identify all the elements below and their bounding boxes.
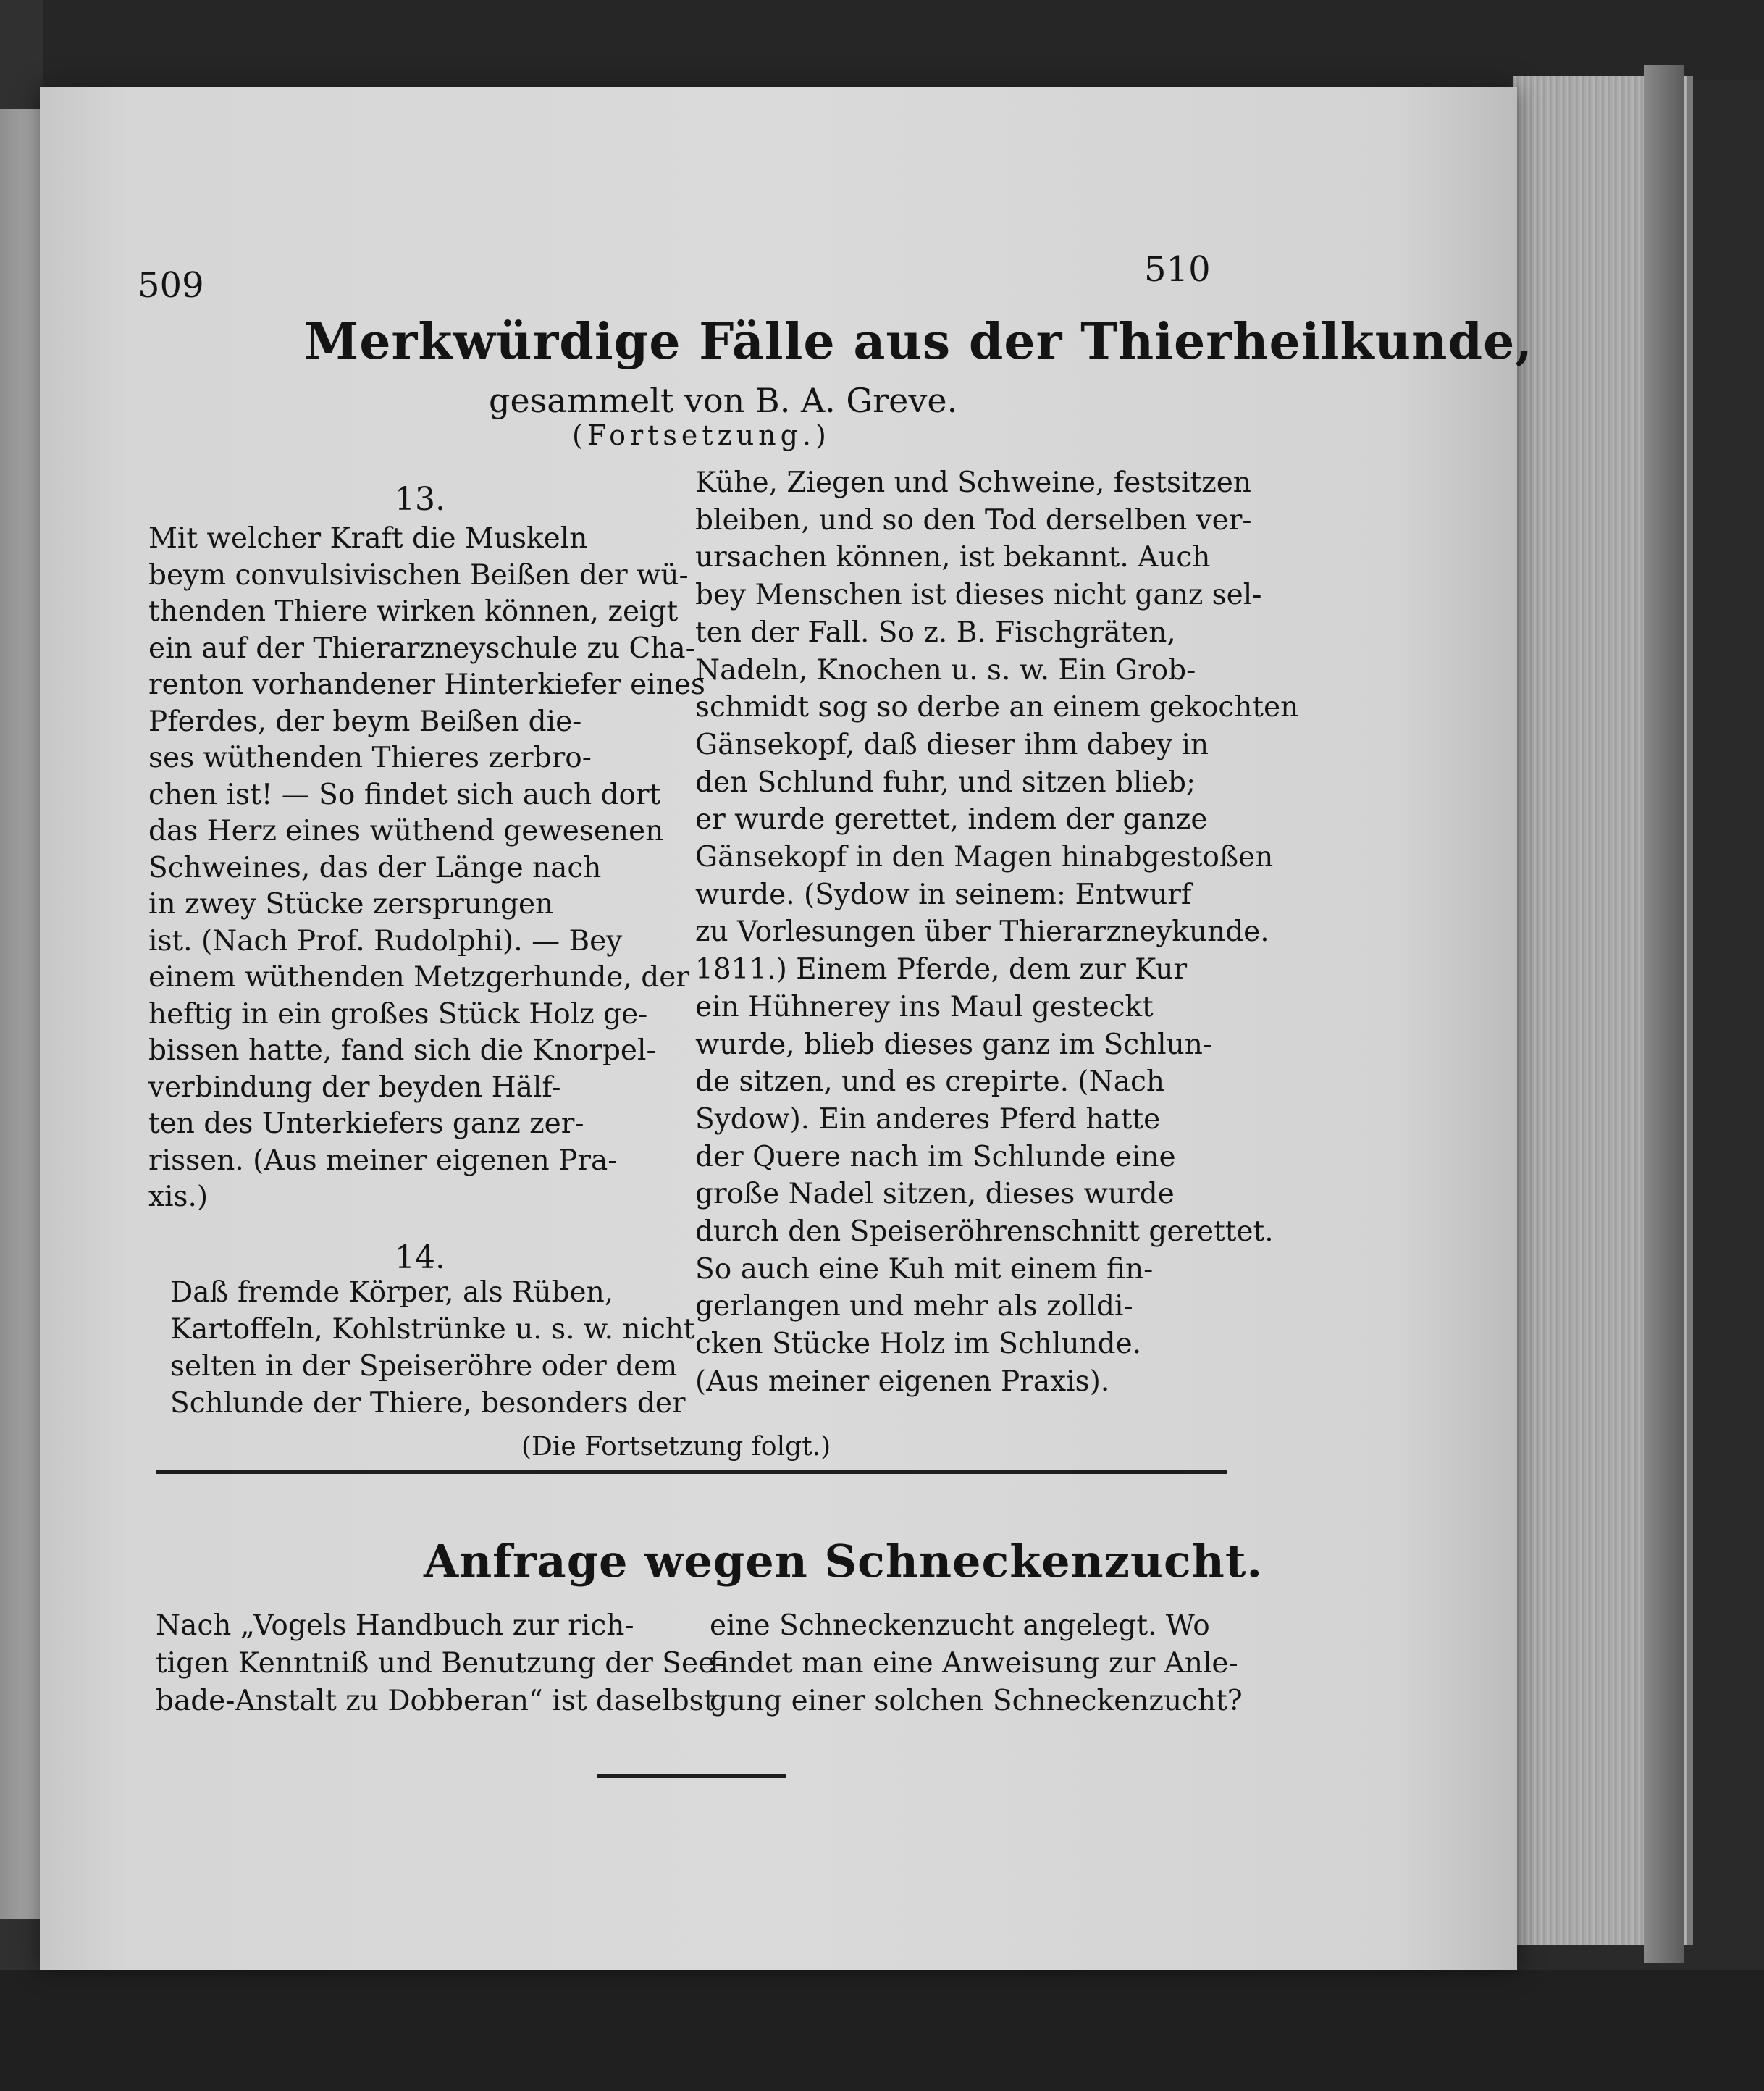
text-line: ses wüthenden Thieres zerbro-: [148, 742, 592, 774]
text-line: So auch eine Kuh mit einem fin-: [695, 1252, 1154, 1286]
section-number-13: 13.: [395, 481, 445, 518]
text-line: beym convulsivischen Beißen der wü-: [148, 558, 689, 592]
to-be-continued-note: (Die Fortsetzung folgt.): [521, 1432, 831, 1462]
text-line: de sitzen, und es crepirte. (Nach: [695, 1065, 1164, 1099]
text-line: durch den Speiseröhrenschnitt gerettet.: [695, 1215, 1274, 1248]
text-line: Gänsekopf, daß dieser ihm dabey in: [695, 728, 1209, 761]
query-right-column: [710, 1609, 1243, 1735]
text-line: thenden Thiere wirken können, zeigt: [148, 595, 679, 628]
text-line: bissen hatte, fand sich die Knorpel-: [148, 1034, 656, 1067]
text-line: xis.): [148, 1181, 209, 1213]
text-line: ten der Fall. So z. B. Fischgräten,: [695, 616, 1176, 649]
text-line: Kühe, Ziegen und Schweine, festsitzen: [695, 466, 1251, 499]
text-line: er wurde gerettet, indem der ganze: [695, 803, 1208, 837]
text-line: eine Schneckenzucht angelegt. Wo: [710, 1609, 1210, 1642]
text-line: zu Vorlesungen über Thierarzneykunde.: [695, 915, 1269, 949]
left-column-section-14: [170, 1278, 706, 1430]
article-title: Merkwürdige Fälle aus der Thierheilkunde,: [304, 313, 1533, 371]
text-line: gung einer solchen Schneckenzucht?: [710, 1685, 1243, 1717]
text-line: Nach „Vogels Handbuch zur rich-: [156, 1609, 634, 1642]
section-number-14: 14.: [395, 1239, 445, 1276]
text-line: ist. (Nach Prof. Rudolphi). — Bey: [148, 924, 623, 957]
text-line: ursachen können, ist bekannt. Auch: [695, 541, 1211, 574]
query-left-column: [156, 1609, 725, 1735]
text-line: Nadeln, Knochen u. s. w. Ein Grob-: [695, 653, 1196, 687]
text-line: bleiben, und so den Tod derselben ver-: [695, 503, 1252, 537]
text-line: tigen Kenntniß und Benutzung der See-: [156, 1647, 725, 1680]
text-line: rissen. (Aus meiner eigenen Pra-: [148, 1144, 618, 1177]
background-top: [0, 0, 1764, 80]
text-line: gerlangen und mehr als zolldi-: [695, 1290, 1133, 1323]
page-number-right: 510: [1144, 249, 1211, 290]
text-line: wurde. (Sydow in seinem: Entwurf: [695, 878, 1192, 911]
text-line: heftig in ein großes Stück Holz ge-: [148, 997, 648, 1031]
background-bottom: [0, 1970, 1764, 2091]
text-line: 1811.) Einem Pferde, dem zur Kur: [695, 953, 1188, 986]
text-line: bey Menschen ist dieses nicht ganz sel-: [695, 579, 1262, 612]
text-line: bade-Anstalt zu Dobberan“ ist daselbst: [156, 1685, 715, 1717]
book-page: [40, 87, 1533, 1970]
book-cover-edge: [1644, 65, 1684, 1963]
text-line: findet man eine Anweisung zur Anle-: [710, 1647, 1238, 1680]
text-line: Daß fremde Körper, als Rüben,: [170, 1276, 614, 1309]
text-line: einem wüthenden Metzgerhunde, der: [148, 961, 689, 994]
text-line: der Quere nach im Schlunde eine: [695, 1140, 1176, 1173]
text-line: cken Stücke Holz im Schlunde.: [695, 1328, 1142, 1361]
text-line: den Schlund fuhr, und sitzen blieb;: [695, 766, 1196, 799]
page-number-left: 509: [138, 265, 204, 306]
text-line: Schlunde der Thiere, besonders der: [170, 1387, 686, 1420]
text-line: in zwey Stücke zersprungen: [148, 888, 554, 921]
end-rule: [597, 1774, 786, 1778]
text-line: Kartoffeln, Kohlstrünke u. s. w. nicht: [170, 1313, 695, 1346]
text-line: Gänsekopf in den Magen hinabgestoßen: [695, 841, 1274, 873]
continuation-note: (Fortsetzung.): [572, 419, 831, 451]
text-line: Pferdes, der beym Beißen die-: [148, 705, 582, 738]
text-line: das Herz eines wüthend gewesenen: [148, 815, 664, 847]
text-line: Mit welcher Kraft die Muskeln: [148, 522, 588, 555]
text-line: wurde, blieb dieses ganz im Schlun-: [695, 1028, 1213, 1061]
text-line: ten des Unterkiefers ganz zer-: [148, 1107, 584, 1140]
text-line: chen ist! — So findet sich auch dort: [148, 778, 661, 811]
text-line: ein auf der Thierarzneyschule zu Cha-: [148, 632, 695, 665]
text-line: ein Hühnerey ins Maul gesteckt: [695, 990, 1154, 1023]
text-line: (Aus meiner eigenen Praxis).: [695, 1365, 1110, 1398]
right-column: [695, 466, 1299, 1425]
text-line: verbindung der beyden Hälf-: [148, 1070, 561, 1104]
text-line: schmidt sog so derbe an einem gekochten: [695, 691, 1299, 724]
text-line: Schweines, das der Länge nach: [148, 851, 602, 884]
left-column-section-13: [148, 522, 705, 1220]
query-title: Anfrage wegen Schneckenzucht.: [424, 1535, 1264, 1588]
text-line: Sydow). Ein anderes Pferd hatte: [695, 1102, 1161, 1136]
section-divider: [156, 1470, 1227, 1474]
text-line: selten in der Speiseröhre oder dem: [170, 1350, 678, 1383]
article-byline: gesammelt von B. A. Greve.: [489, 381, 958, 420]
text-line: große Nadel sitzen, dieses wurde: [695, 1178, 1175, 1211]
text-line: renton vorhandener Hinterkiefer eines: [148, 669, 705, 701]
